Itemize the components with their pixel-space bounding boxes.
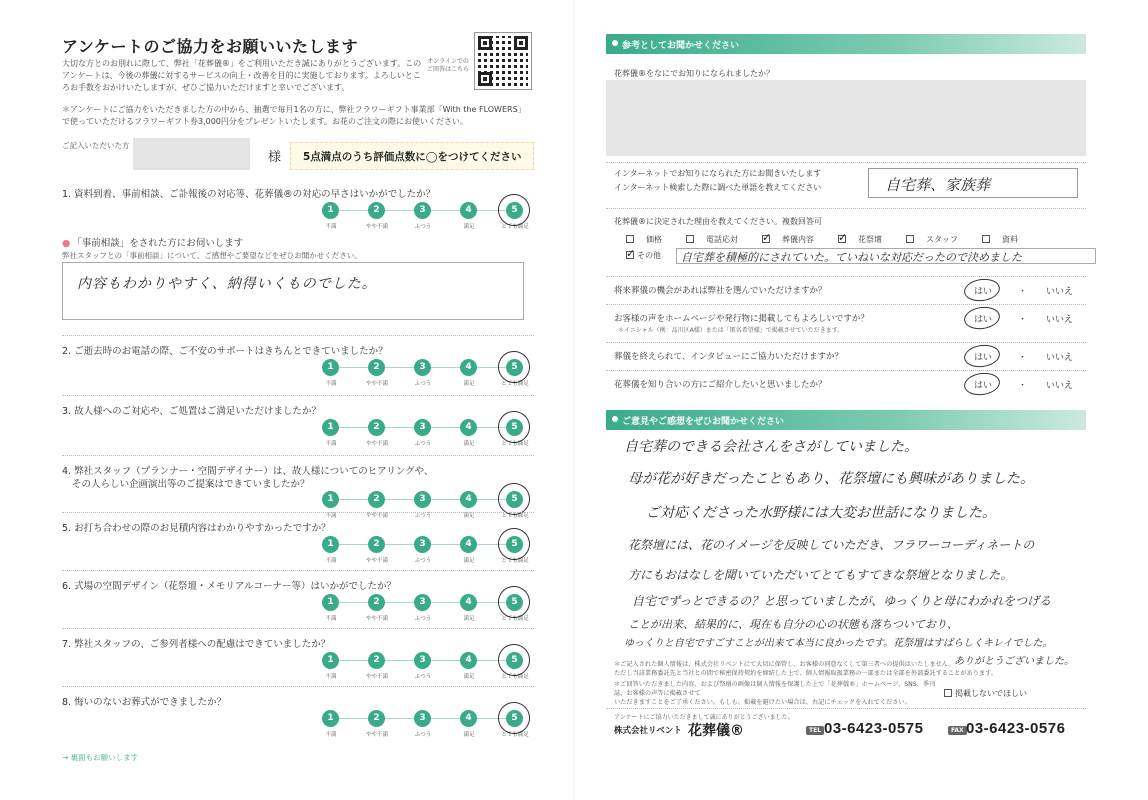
rating-option[interactable]: 5 bbox=[506, 419, 523, 436]
separator-dot: ・ bbox=[1018, 381, 1028, 391]
rating-option-label: 不満 bbox=[325, 558, 337, 564]
reason-options bbox=[626, 234, 1042, 245]
checkbox-icon[interactable] bbox=[626, 251, 634, 259]
thanks-note: アンケートにご協力いただきまして誠にありがとうございました。 bbox=[614, 714, 794, 721]
separator bbox=[606, 162, 1086, 163]
rating-option-label: 満足 bbox=[463, 441, 475, 447]
separator bbox=[606, 370, 1086, 371]
rating-option[interactable]: 4 bbox=[460, 536, 477, 553]
rating-option-label: とても満足 bbox=[501, 674, 529, 680]
rating-option-label: ふつう bbox=[414, 513, 432, 519]
tel-tag: TEL bbox=[806, 726, 824, 735]
other-reason-box[interactable] bbox=[676, 248, 1096, 264]
rating-option-label: ふつう bbox=[414, 732, 432, 738]
reason-option[interactable] bbox=[626, 235, 674, 244]
reason-option[interactable] bbox=[838, 235, 894, 244]
rating-option[interactable]: 1 bbox=[322, 710, 339, 727]
question-text: 5. お打ち合わせの際のお見積内容はわかりやすかったですか？ bbox=[62, 523, 331, 534]
rating-option-label: 満足 bbox=[463, 224, 475, 230]
how-known-question: 花葬儀®をなにでお知りになられましたか？ bbox=[614, 69, 774, 78]
no-option[interactable]: いいえ bbox=[1046, 381, 1074, 391]
no-publish-option[interactable]: 掲載しないでほしい bbox=[944, 688, 1027, 699]
selected-answer-circle bbox=[963, 371, 1002, 398]
rating-option-label: 満足 bbox=[463, 732, 475, 738]
rating-option[interactable]: 1 bbox=[322, 594, 339, 611]
rating-option[interactable]: 5 bbox=[506, 710, 523, 727]
rating-option-label: やや不満 bbox=[365, 441, 388, 447]
rating-option[interactable]: 1 bbox=[322, 359, 339, 376]
rating-option[interactable]: 3 bbox=[414, 419, 431, 436]
rating-option[interactable]: 3 bbox=[414, 491, 431, 508]
rating-option-label: 不満 bbox=[325, 674, 337, 680]
comment-line: 母が花が好きだったこともあり、花祭壇にも興味がありました。 bbox=[628, 471, 1034, 487]
rating-option[interactable]: 1 bbox=[322, 491, 339, 508]
no-option[interactable]: いいえ bbox=[1046, 287, 1074, 297]
rating-option[interactable]: 3 bbox=[414, 652, 431, 669]
separator bbox=[606, 208, 1086, 209]
rating-option[interactable]: 2 bbox=[368, 202, 385, 219]
rating-option[interactable]: 1 bbox=[322, 419, 339, 436]
consult-heading: ● 「事前相談」をされた方にお伺いします bbox=[62, 238, 244, 249]
rating-instruction: 5点満点のうち評価点数に◯をつけてください bbox=[290, 142, 534, 170]
rating-option-label: 不満 bbox=[325, 381, 337, 387]
checkbox-icon[interactable] bbox=[906, 235, 914, 243]
back-page-note: → 裏面もお願いします bbox=[62, 753, 139, 762]
internet-question-1: インターネットでお知りになられた方にお聞きいたします bbox=[614, 169, 822, 178]
rating-option[interactable]: 5 bbox=[506, 536, 523, 553]
rating-option[interactable]: 2 bbox=[368, 419, 385, 436]
rating-option-label: やや不満 bbox=[365, 381, 388, 387]
rating-option-label: 満足 bbox=[463, 558, 475, 564]
fax-tag: FAX bbox=[948, 726, 967, 735]
rating-option[interactable]: 4 bbox=[460, 594, 477, 611]
separator bbox=[606, 708, 1086, 709]
rating-option[interactable]: 4 bbox=[460, 491, 477, 508]
search-keyword-answer: 自宅葬、家族葬 bbox=[885, 176, 991, 194]
no-option[interactable]: いいえ bbox=[1046, 353, 1074, 363]
sama-suffix: 様 bbox=[268, 150, 282, 165]
question-text: 2. ご逝去時のお電話の際、ご不安のサポートはきちんとできていましたか？ bbox=[62, 346, 388, 357]
brand-logo: 花葬儀® bbox=[688, 723, 744, 739]
rating-option-label: 不満 bbox=[325, 224, 337, 230]
rating-option[interactable]: 4 bbox=[460, 359, 477, 376]
question-text: 6. 式場の空間デザイン（花祭壇・メモリアルコーナー等）はいかがでしたか？ bbox=[62, 581, 397, 592]
rating-option-label: 不満 bbox=[325, 616, 337, 622]
no-option[interactable]: いいえ bbox=[1046, 315, 1074, 325]
yes-no-note: ＊イニシャル（例：品川区A様）または「匿名希望様」で掲載させていただきます。 bbox=[618, 327, 844, 334]
reason-label: 花祭壇 bbox=[858, 235, 882, 244]
dot-icon bbox=[612, 40, 618, 46]
yes-no-question: お客様の声をホームページや発行物に掲載してもよろしいですか？ bbox=[614, 314, 869, 324]
rating-option[interactable]: 4 bbox=[460, 652, 477, 669]
other-reason-answer: 自宅葬を積極的にされていた。ていねいな対応だったので決めました bbox=[681, 251, 1022, 264]
search-keyword-box[interactable] bbox=[868, 168, 1078, 198]
question-text: 3. 故人様へのご対応や、ご処置はご満足いただけましたか？ bbox=[62, 406, 321, 417]
survey-title: アンケートのご協力をお願いいたします bbox=[62, 37, 359, 56]
rating-option-label: とても満足 bbox=[501, 381, 529, 387]
yes-no-question: 花葬儀を知り合いの方にご紹介したいと思いましたか？ bbox=[614, 380, 827, 390]
company-name: 株式会社リベント bbox=[614, 726, 682, 736]
rating-option-label: 満足 bbox=[463, 674, 475, 680]
rating-option-label: 満足 bbox=[463, 381, 475, 387]
rating-option-label: とても満足 bbox=[501, 558, 529, 564]
rating-option-label: ふつう bbox=[414, 441, 432, 447]
checkbox-icon[interactable] bbox=[626, 235, 634, 243]
rating-option-label: 不満 bbox=[325, 732, 337, 738]
rating-option-label: 満足 bbox=[463, 513, 475, 519]
rating-option-label: とても満足 bbox=[501, 441, 529, 447]
rating-option[interactable]: 4 bbox=[460, 710, 477, 727]
checkbox-icon[interactable] bbox=[982, 235, 990, 243]
selected-answer-circle bbox=[963, 277, 1002, 304]
rating-option[interactable]: 5 bbox=[506, 359, 523, 376]
reason-label: スタッフ bbox=[926, 235, 958, 244]
reason-label: 価格 bbox=[646, 235, 662, 244]
selected-answer-circle bbox=[963, 343, 1002, 370]
rating-option-label: ふつう bbox=[414, 558, 432, 564]
rating-option[interactable]: 5 bbox=[506, 594, 523, 611]
rating-option[interactable]: 2 bbox=[368, 536, 385, 553]
comment-line: ありがとうございました。 bbox=[954, 656, 1074, 667]
rating-option-label: 不満 bbox=[325, 441, 337, 447]
yes-option[interactable]: はい bbox=[974, 315, 993, 325]
rating-option[interactable]: 3 bbox=[414, 202, 431, 219]
rating-option[interactable]: 1 bbox=[322, 652, 339, 669]
selected-answer-circle bbox=[963, 305, 1002, 332]
checkbox-icon[interactable] bbox=[944, 689, 952, 697]
comment-line: 方にもおはなしを聞いていただいてとてもすてきな祭壇となりました。 bbox=[628, 568, 1013, 582]
rating-option[interactable]: 2 bbox=[368, 710, 385, 727]
reason-option[interactable] bbox=[906, 235, 970, 244]
checkbox-icon[interactable] bbox=[686, 235, 694, 243]
rating-option[interactable]: 3 bbox=[414, 594, 431, 611]
consult-subtext: 弊社スタッフとの「事前相談」について、ご感想やご要望などをぜひお聞かせください。 bbox=[62, 251, 362, 260]
privacy-note-2: ただし当該業務委託先と当社との間で秘密保持契約を締結した上で、個人情報取扱業務の一部または全部を外部委託することがあります。 bbox=[614, 670, 998, 677]
rating-option[interactable]: 5 bbox=[506, 491, 523, 508]
internet-question-2: インターネット検索した際に調べた単語を教えてください bbox=[614, 183, 822, 192]
comment-line: 花祭壇には、花のイメージを反映していただき、フラワーコーディネートの bbox=[628, 538, 1035, 552]
other-reason-label: ✓その他 bbox=[626, 250, 661, 261]
comment-line: ゆっくりと自宅ですごすことが出来て本当に良かったです。花祭壇はすばらしくキレイでした。 bbox=[624, 638, 1053, 649]
rating-option-label: ふつう bbox=[414, 616, 432, 622]
yes-option[interactable]: はい bbox=[974, 353, 993, 363]
separator bbox=[606, 276, 1086, 277]
rating-option-label: ふつう bbox=[414, 674, 432, 680]
qr-note: オンラインでのご回答はこちら bbox=[426, 58, 469, 73]
dot-icon bbox=[612, 416, 618, 422]
reference-section-bar: 参考としてお聞かせください bbox=[606, 34, 1086, 54]
comment-line: ご対応くださった水野様には大変お世話になりました。 bbox=[646, 505, 996, 521]
opinion-section-bar: ご意見やご感想をぜひお聞かせください bbox=[606, 410, 1086, 430]
rating-option-label: ふつう bbox=[414, 381, 432, 387]
fax-number: 03-6423-0576 bbox=[966, 720, 1066, 737]
separator bbox=[606, 304, 1086, 305]
rating-option-label: やや不満 bbox=[365, 674, 388, 680]
checkbox-icon[interactable] bbox=[762, 235, 770, 243]
rating-option[interactable]: 2 bbox=[368, 491, 385, 508]
tel-number[interactable]: 03-6423-0575 bbox=[824, 720, 924, 737]
question-text: 4. 弊社スタッフ（プランナー・空間デザイナー）は、故人様についてのヒアリングや、 bbox=[62, 466, 434, 477]
privacy-note-1: ＊ご記入された個人情報は、株式会社リベントにて大切に保管し、お客様の同意なくして第三者への提供はいたしません。 bbox=[614, 661, 955, 668]
yes-no-question: 将来葬儀の機会があれば弊社を選んでいただけますか？ bbox=[614, 286, 827, 296]
yes-no-question: 葬儀を終えられて、インタビューにご協力いただけますか？ bbox=[614, 352, 843, 362]
gift-notice: ＊アンケートにご協力をいただきました方の中から、抽選で毎月1名の方に、弊社フラワーギフト事業部「With the FLOWERS」で使っていただけるフラワーギフト券3,000円分をプレゼントいたします。お花のご注文の際にお使いください。 bbox=[62, 105, 526, 126]
rating-option-label: とても満足 bbox=[501, 224, 529, 230]
reason-option[interactable] bbox=[982, 235, 1030, 244]
rating-option[interactable]: 4 bbox=[460, 202, 477, 219]
publish-note-1: ＊ご回答いただきました内容、および祭壇の画像は個人情報を保護した上で「花葬儀®」ホームページ、SNS、季刊誌、お客様の声等に掲載させて bbox=[614, 681, 936, 697]
intro-text: 大切な方とのお別れに際して、弊社「花葬儀®」をご利用いただき誠にありがとうございます。このアンケートは、今後の葬儀に対するサービスの向上・改善を目的に実施しております。よろしいところお手数をおかけいたしますが、ぜひご協力いただけますと幸いでございます。 bbox=[62, 59, 422, 92]
reason-option[interactable] bbox=[762, 235, 826, 244]
rating-option-label: とても満足 bbox=[501, 616, 529, 622]
how-known-redacted bbox=[606, 80, 1086, 156]
separator bbox=[606, 342, 1086, 343]
rating-option-label: やや不満 bbox=[365, 616, 388, 622]
rating-option[interactable]: 1 bbox=[322, 202, 339, 219]
rating-option-label: やや不満 bbox=[365, 732, 388, 738]
rating-option[interactable]: 2 bbox=[368, 594, 385, 611]
reason-label: 電話応対 bbox=[706, 235, 738, 244]
rating-option-label: とても満足 bbox=[501, 513, 529, 519]
rating-option[interactable]: 5 bbox=[506, 202, 523, 219]
rating-option[interactable]: 2 bbox=[368, 359, 385, 376]
question-text: 7. 弊社スタッフの、ご参列者様への配慮はできていましたか？ bbox=[62, 639, 331, 650]
question-text-line2: その人らしい企画演出等のご提案はできていましたか？ bbox=[72, 479, 310, 490]
rating-option[interactable]: 4 bbox=[460, 419, 477, 436]
rating-option[interactable]: 3 bbox=[414, 359, 431, 376]
comment-line: 自宅でずっとできるの？と思っていましたが、ゆっくりと母にわかれをつげる bbox=[632, 594, 1052, 608]
reason-label: 資料 bbox=[1002, 235, 1018, 244]
rating-option-label: やや不満 bbox=[365, 558, 388, 564]
reason-option[interactable] bbox=[686, 235, 750, 244]
separator-dot: ・ bbox=[1018, 287, 1028, 297]
yes-option[interactable]: はい bbox=[974, 287, 993, 297]
question-text: 8. 悔いのないお葬式ができましたか？ bbox=[62, 697, 227, 708]
rating-option[interactable]: 5 bbox=[506, 652, 523, 669]
bullet-icon: ● bbox=[62, 238, 71, 249]
rating-option-label: 満足 bbox=[463, 616, 475, 622]
rating-option-label: とても満足 bbox=[501, 732, 529, 738]
comment-line: 自宅葬のできる会社さんをさがしていました。 bbox=[624, 439, 918, 455]
name-label: ご記入いただいた方 bbox=[62, 141, 130, 150]
checkbox-icon[interactable] bbox=[838, 235, 846, 243]
reason-label: 葬儀内容 bbox=[782, 235, 814, 244]
separator-dot: ・ bbox=[1018, 353, 1028, 363]
question-text: 1. 資料到着、事前相談、ご訃報後の対応等、花葬儀®の対応の早さはいかがでしたか？ bbox=[62, 189, 436, 200]
rating-option[interactable]: 1 bbox=[322, 536, 339, 553]
rating-option-label: ふつう bbox=[414, 224, 432, 230]
rating-option-label: やや不満 bbox=[365, 513, 388, 519]
separator-dot: ・ bbox=[1018, 315, 1028, 325]
rating-option[interactable]: 2 bbox=[368, 652, 385, 669]
rating-option-label: やや不満 bbox=[365, 224, 388, 230]
consult-answer: 内容もわかりやすく、納得いくものでした。 bbox=[77, 276, 377, 292]
rating-option-label: 不満 bbox=[325, 513, 337, 519]
comment-line: ことが出来、結果的に、現在も自分の心の状態も落ちついており、 bbox=[628, 618, 958, 631]
yes-option[interactable]: はい bbox=[974, 381, 993, 391]
rating-option[interactable]: 3 bbox=[414, 536, 431, 553]
publish-note-2: いただきますことをご了承ください。もしも、掲載を避けたい場合は、右記にチェックを入れてください。 bbox=[614, 699, 911, 706]
reason-question: 花葬儀®に決定された理由を教えてください。複数回答可 bbox=[614, 217, 822, 226]
rating-option[interactable]: 3 bbox=[414, 710, 431, 727]
